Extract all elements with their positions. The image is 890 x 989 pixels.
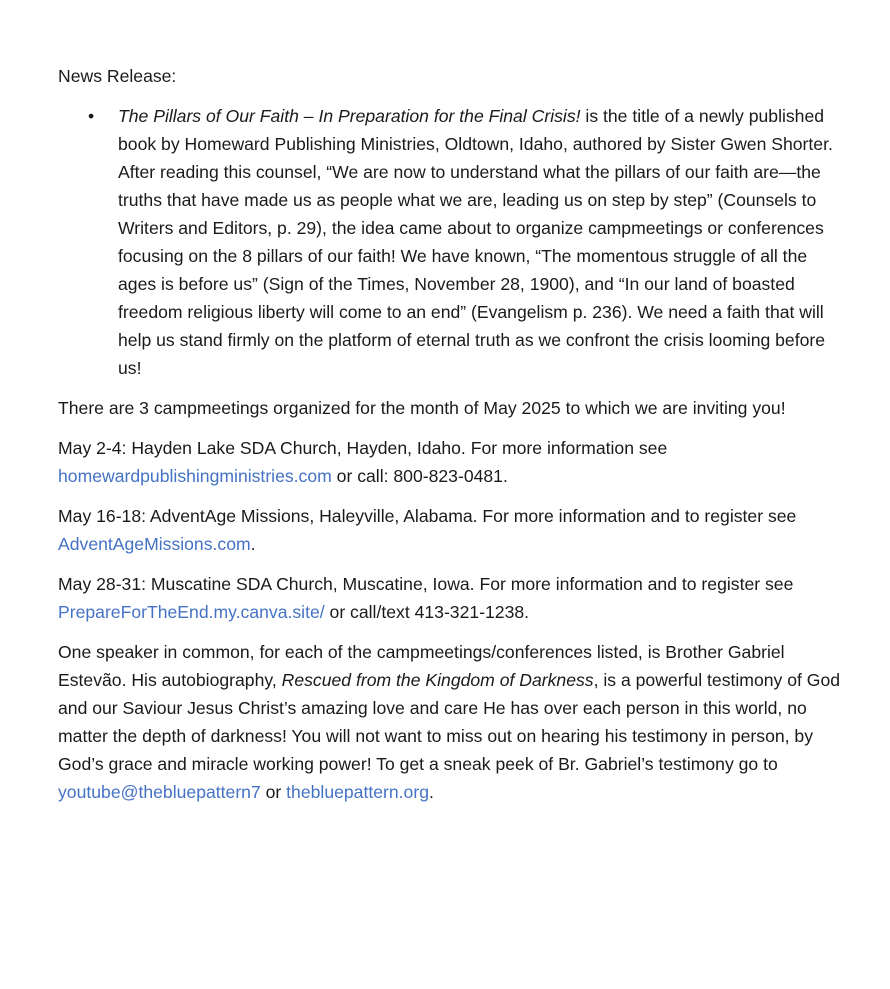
event-text: May 28-31: Muscatine SDA Church, Muscatine, Iowa. For more information and to register see <box>58 574 794 594</box>
book-announcement-bullet <box>58 102 848 382</box>
event-may-2-4 <box>58 434 848 490</box>
event-after-text: or call: 800-823-0481. <box>331 466 508 486</box>
bullet-list <box>58 102 848 382</box>
homeward-link[interactable]: homewardpublishingministries.com <box>58 466 332 486</box>
link-separator: or <box>260 782 287 802</box>
book-title: The Pillars of Our Faith – In Preparation for the Final Crisis! <box>118 106 581 126</box>
event-may-28-31 <box>58 570 848 626</box>
adventage-link[interactable]: AdventAgeMissions.com <box>58 534 251 554</box>
youtube-link[interactable]: youtube@thebluepattern7 <box>58 782 261 802</box>
news-release-heading: News Release: <box>58 66 177 86</box>
speaker-text-continued: , is a powerful testimony of God and our Saviour Jesus Christ’s amazing love and care He has over each person in this world, no matter the depth of darkness! You will not want to miss out on hearing his testimony in person, by God’s grace and miracle working power! To get a sneak peek of Br. Gabriel’s testimony go to <box>58 670 841 774</box>
news-release-document <box>58 62 848 818</box>
bullet-icon: • <box>88 106 95 126</box>
event-text: May 2-4: Hayden Lake SDA Church, Hayden, Idaho. For more information see <box>58 438 668 458</box>
thebluepattern-link[interactable]: thebluepattern.org <box>286 782 429 802</box>
campmeetings-intro: There are 3 campmeetings organized for the month of May 2025 to which we are inviting you! <box>58 398 786 418</box>
book-description: is the title of a newly published book by Homeward Publishing Ministries, Oldtown, Idaho, authored by Sister Gwen Shorter. After reading this counsel, “We are now to understand what the pillars of our faith are—the truths that have made us as people what we are, leading us on step by step” (Counsels to Writers and Editors, p. 29), the idea came about to organize campmeetings or conferences focusing on the 8 pillars of our faith! We have known, “The momentous struggle of all the ages is before us” (Sign of the Times, November 28, 1900), and “In our land of boasted freedom religious liberty will come to an end” (Evangelism p. 236). We need a faith that will help us stand firmly on the platform of eternal truth as we confront the crisis looming before us! <box>118 106 833 378</box>
event-text: May 16-18: AdventAge Missions, Haleyville, Alabama. For more information and to register see <box>58 506 797 526</box>
speaker-text: One speaker in common, for each of the campmeetings/conferences listed, is Brother Gabriel Estevão. His autobiography, <box>58 642 785 690</box>
event-after-text: or call/text 413-321-1238. <box>324 602 530 622</box>
speaker-paragraph <box>58 638 848 806</box>
speaker-end: . <box>428 782 434 802</box>
autobiography-title: Rescued from the Kingdom of Darkness <box>281 670 594 690</box>
event-may-16-18 <box>58 502 848 558</box>
prepare-for-the-end-link[interactable]: PrepareForTheEnd.my.canva.site/ <box>58 602 325 622</box>
event-after-text: . <box>250 534 256 554</box>
